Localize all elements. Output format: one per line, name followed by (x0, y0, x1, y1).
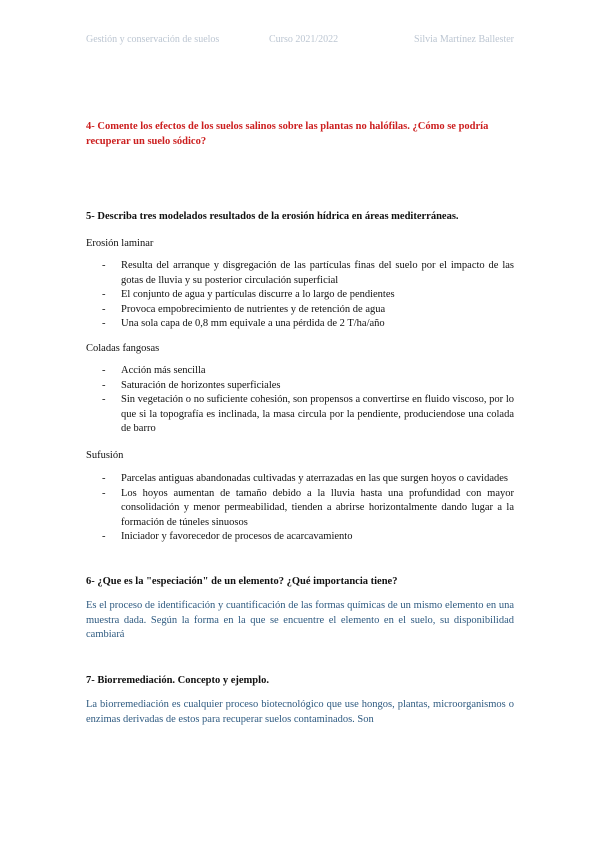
section-heading-coladas-fangosas: Coladas fangosas (86, 342, 160, 354)
list-item: - Provoca empobrecimiento de nutrientes y de retención de agua (86, 303, 514, 318)
list-item: - Resulta del arranque y disgregación de las partículas finas del suelo por el impacto de las gotas de lluvia y su posterior circulación superficial (86, 259, 514, 288)
list-item: - Saturación de horizontes superficiales (86, 379, 514, 394)
list-item: - Iniciador y favorecedor de procesos de acarcavamiento (86, 530, 514, 545)
question-4-title: 4- Comente los efectos de los suelos salinos sobre las plantas no halófilas. ¿Cómo se podría recuperar un suelo sódico? (86, 121, 489, 147)
question-5-title: 5- Describa tres modelados resultados de la erosión hídrica en áreas mediterráneas. (86, 211, 459, 222)
question-7-answer: La biorremediación es cualquier proceso biotecnológico que use hongos, plantas, microorganismos o enzimas derivadas de estos para recuperar suelos contaminados. Son (86, 699, 514, 725)
document-content (86, 120, 514, 727)
section-heading-erosion-laminar: Erosión laminar (86, 237, 154, 249)
list-item: - El conjunto de agua y partículas discurre a lo largo de pendientes (86, 288, 514, 303)
list-item: - Acción más sencilla (86, 364, 514, 379)
list-item: - Sin vegetación o no suficiente cohesión, son propensos a convertirse en fluido viscoso, por lo que si la topografía es inclinada, la masa circula por la pendiente, produciendose una colada de barro (86, 393, 514, 437)
header-academic-year: Curso 2021/2022 (269, 34, 339, 45)
list-erosion-laminar (86, 259, 514, 332)
question-6-title: 6- ¿Que es la "especiación" de un elemento? ¿Qué importancia tiene? (86, 575, 398, 587)
header-course-name: Gestión y conservación de suelos (86, 34, 220, 45)
question-6-answer: Es el proceso de identificación y cuantificación de las formas químicas de un mismo elemento en una muestra dada. Según la forma en la que se encuentre el elemento en el suelo, su disponibilidad cambiará (86, 600, 514, 640)
page-header (86, 34, 514, 48)
list-sufusion (86, 472, 514, 545)
list-coladas-fangosas (86, 364, 514, 437)
list-item: - Una sola capa de 0,8 mm equivale a una pérdida de 2 T/ha/año (86, 317, 514, 332)
list-item: - Parcelas antiguas abandonadas cultivadas y aterrazadas en las que surgen hoyos o cavidades (86, 472, 514, 487)
question-7-title: 7- Biorremediación. Concepto y ejemplo. (86, 674, 269, 686)
header-author: Silvia Martínez Ballester (414, 34, 514, 45)
list-item: - Los hoyos aumentan de tamaño debido a la lluvia hasta una profundidad con mayor consolidación y menor permeabilidad, tienden a abrirse horizontalmente dando lugar a la formación de túneles sinuosos (86, 487, 514, 531)
section-heading-sufusion: Sufusión (86, 449, 124, 461)
